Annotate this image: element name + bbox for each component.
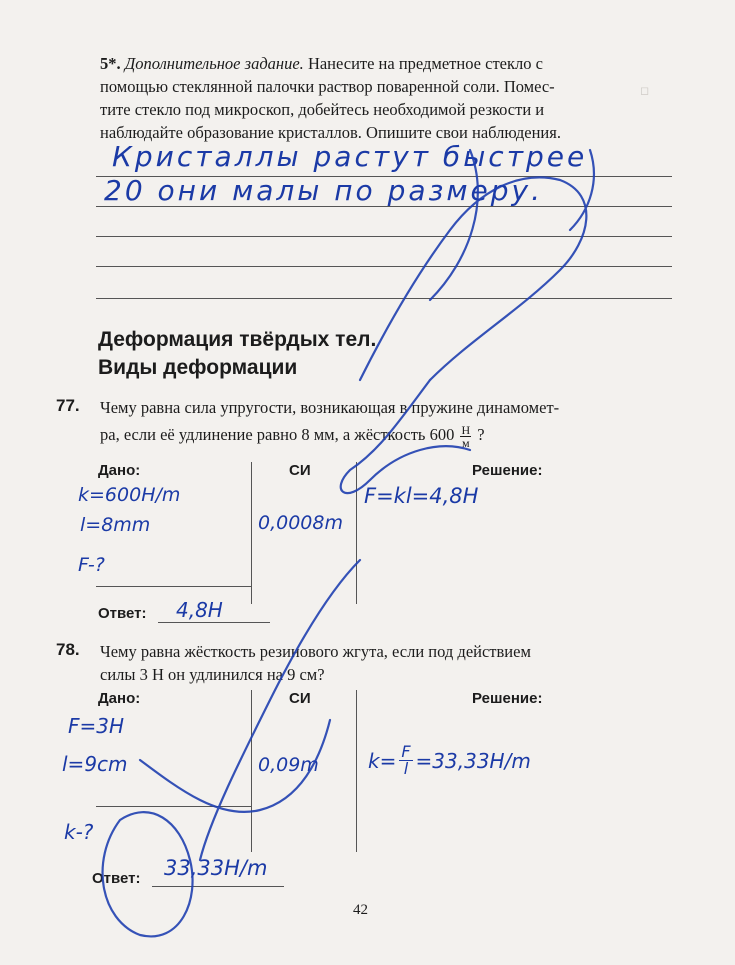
si-header: СИ xyxy=(289,690,311,707)
task5-line1: Нанесите на предметное стекло с xyxy=(307,54,543,73)
task78-si-1: 0,09m xyxy=(258,754,319,776)
task78-line1: Чему равна жёсткость резинового жгута, если под действием xyxy=(100,642,531,661)
task5-line4: наблюдайте образование кристаллов. Опишите свои наблюдения. xyxy=(100,123,561,142)
task5-handwritten-answer-1: Кристаллы растут быстрее xyxy=(112,140,588,173)
given-header: Дано: xyxy=(98,462,141,479)
answer-label: Ответ: xyxy=(92,870,141,887)
task5-number: 5*. xyxy=(100,54,121,73)
task5-line2: помощью стеклянной палочки раствор поваренной соли. Помес- xyxy=(100,77,555,96)
task78-number: 78. xyxy=(56,640,80,659)
answer-label: Ответ: xyxy=(98,605,147,622)
bleed-through: ◻ xyxy=(640,85,650,97)
solution-k: k= xyxy=(368,748,397,773)
solution-numerator: F xyxy=(401,742,411,761)
solution-result: =33,33Н/m xyxy=(415,748,531,773)
task78-given-3: k-? xyxy=(64,820,94,844)
task77-question-mark: ? xyxy=(477,425,485,444)
task78-given-1: F=3Н xyxy=(68,714,125,738)
scribble-stroke xyxy=(570,150,594,230)
solution-header: Решение: xyxy=(472,462,543,479)
task77-given-2: l=8mm xyxy=(80,514,151,536)
task77-number: 77. xyxy=(56,396,80,415)
task77-line1: Чему равна сила упругости, возникающая в пружине динамомет- xyxy=(100,398,560,417)
unit-numerator: Н xyxy=(461,422,471,437)
task78-given-2: l=9cm xyxy=(62,752,128,776)
scribble-stroke xyxy=(140,720,330,812)
task77-answer: 4,8Н xyxy=(176,598,223,622)
solution-header: Решение: xyxy=(472,690,543,707)
page-number: 42 xyxy=(353,902,368,918)
section-title-line1: Деформация твёрдых тел. xyxy=(98,328,377,351)
unit-denominator: м xyxy=(462,435,470,450)
task5-handwritten-answer-2: 20 они малы по размеру. xyxy=(104,174,544,207)
scribble-stroke xyxy=(200,560,360,860)
task5-label: Дополнительное задание. xyxy=(124,54,304,73)
task78-answer: 33,33Н/m xyxy=(164,856,268,880)
task5-line3: тите стекло под микроскоп, добейтесь необходимой резкости и xyxy=(100,100,545,119)
scribble-stroke xyxy=(103,812,193,936)
solution-denominator: l xyxy=(403,759,409,778)
task77-line2: ра, если её удлинение равно 8 мм, а жёсткость 600 xyxy=(100,425,455,444)
scribble-stroke xyxy=(360,177,586,380)
task77-given-1: k=600Н/m xyxy=(78,484,181,506)
task78-line2: силы 3 Н он удлинился на 9 см? xyxy=(100,665,325,684)
scribble-stroke xyxy=(341,380,470,493)
si-header: СИ xyxy=(289,462,311,479)
task77-given-3: F-? xyxy=(78,554,105,576)
task77-solution: F=kl=4,8Н xyxy=(364,484,479,508)
given-header: Дано: xyxy=(98,690,141,707)
task77-si-1: 0,0008m xyxy=(258,512,343,534)
section-title-line2: Виды деформации xyxy=(98,356,298,379)
